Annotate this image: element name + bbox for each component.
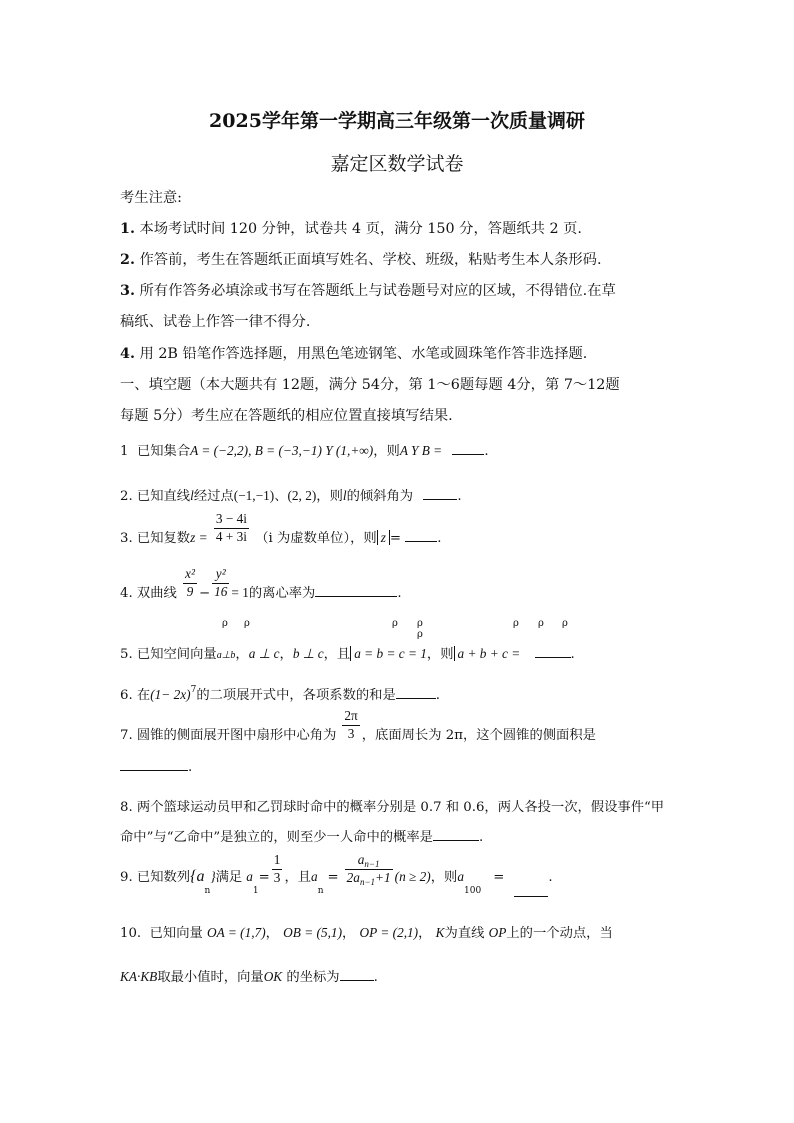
vector-arrow-icon: ρ xyxy=(538,618,544,629)
question-10: 10. 已知向量 OA = (1,7)， OB = (5,1)， OP = (2,1)， K为直线 OP上的一个动点，当 xyxy=(120,925,613,941)
question-10-line2: KA·KB取最小值时，向量OK 的坐标为 . xyxy=(120,969,378,985)
vector-arrow-icon: ρ xyxy=(222,618,228,629)
q1-union: A Y B = xyxy=(399,443,443,458)
notice-num: 1. xyxy=(120,221,135,237)
question-1: 1 已知集合A = (−2,2), B = (−3,−1) Y (1,+∞)，则A Y B = . xyxy=(120,443,489,459)
notice-item-2 xyxy=(120,249,602,269)
answer-blank xyxy=(535,645,571,658)
answer-blank xyxy=(452,442,484,455)
q3-fraction: $\frac{3 - 4i}{4 + 3i}$ xyxy=(215,511,247,544)
question-8: 8. 两个篮球运动员甲和乙罚球时命中的概率分别是 0.7 和 0.6，两人各投一次，假设事件“甲 xyxy=(120,800,665,815)
notice-text: 本场考试时间 120 分钟，试卷共 4 页，满分 150 分，答题纸共 2 页. xyxy=(139,221,582,237)
q5-sum: a + b + c = xyxy=(454,646,521,661)
notice-item-3-cont: 稿纸、试卷上作答一律不得分. xyxy=(120,314,311,330)
answer-blank xyxy=(514,884,548,897)
answer-blank xyxy=(396,686,436,699)
answer-blank xyxy=(315,584,397,597)
notice-item-4 xyxy=(120,343,587,363)
answer-blank xyxy=(120,758,188,771)
dot-product: KA·KB xyxy=(120,969,158,984)
section-heading-line2: 每题 5分）考生应在答题纸的相应位置直接填写结果. xyxy=(120,408,453,424)
vector-op: OP = (2,1) xyxy=(359,925,419,940)
question-4: 4. 双曲线 $\frac{\text{x²}}{9}$ − $\frac{\text{y²}}{16}$ = 1的离心率为 . xyxy=(120,566,402,601)
question-3: 3. 已知复数z = $\frac{3 - 4i}{4 + 3i}$ （i 为虚数单位），则 z = . xyxy=(120,511,442,546)
question-9: 9. 已知数列$\{a_n\}$满足 $a_1=$ $\frac{1}{3}$ ，且$a_n=$ $\frac{a_{n-1}}{2a_{n-1}+1}$ (n ≥ 2)，则$a_{100}=$ . xyxy=(120,852,553,896)
notice-text: 用 2B 铅笔作答选择题，用黑色笔迹钢笔、水笔或圆珠笔作答非选择题. xyxy=(139,346,588,362)
vector-arrow-icon: ρ xyxy=(392,618,398,629)
vector-arrow-icon: ρ xyxy=(244,618,250,629)
question-5: ρ ρ ρ ρ ρ ρ ρ ρ 5. 已知空间向量a⊥b，a ⊥ c，b ⊥ c，且 a = b = c = 1，则 a + b + c = . xyxy=(120,618,575,662)
answer-blank xyxy=(340,968,374,981)
q9-frac-recurrence: $\frac{a_{n-1}}{2a_{n-1}+1}$ xyxy=(346,852,391,887)
question-6: 6. 在$(1- 2x)^7$的二项展开式中，各项系数的和是 . xyxy=(120,685,440,703)
notice-text: 所有作答务必填涂或书写在答题纸上与试卷题号对应的区域，不得错位.在草 xyxy=(139,283,616,299)
q5-norms: a = b = c = 1 xyxy=(350,646,427,661)
vector-oa: OA = (1,7) xyxy=(207,925,266,940)
answer-blank xyxy=(423,487,457,500)
vector-ob: OB = (5,1) xyxy=(283,925,342,940)
q4-frac-x: $\frac{\text{x²}}{9}$ xyxy=(185,566,195,599)
answer-blank xyxy=(405,529,437,542)
question-7: 7. 圆锥的侧面展开图中扇形中心角为 $\frac{2\pi}{3}$ ，底面周长为 2π，这个圆锥的侧面积是 xyxy=(120,708,596,743)
section-heading-line1: 一、填空题（本大题共有 12题，满分 54分，第 1～6题每题 4分，第 7～12题 xyxy=(120,377,620,393)
q9-frac-a1: $\frac{1}{3}$ xyxy=(273,852,281,885)
vector-arrow-icon: ρ xyxy=(417,618,423,629)
q3-abs: z xyxy=(377,530,390,545)
q1-sets: A = (−2,2), B = (−3,−1) Y (1,+∞) xyxy=(190,443,374,458)
notice-heading: 考生注意: xyxy=(120,190,183,206)
vector-arrow-icon: ρ xyxy=(562,618,568,629)
title-text: 学年第一学期高三年级第一次质量调研 xyxy=(261,110,585,132)
q4-frac-y: $\frac{\text{y²}}{16}$ xyxy=(214,566,228,599)
q7-fraction: $\frac{2\pi}{3}$ xyxy=(344,708,358,741)
question-8-line2: 命中”与“乙命中”是独立的，则至少一人命中的概率是 . xyxy=(120,830,484,845)
vector-arrow-icon: ρ xyxy=(417,629,423,640)
page-title xyxy=(0,106,794,133)
title-year: 2025 xyxy=(209,110,262,132)
notice-item-3 xyxy=(120,280,616,300)
notice-num: 4. xyxy=(120,346,135,362)
page-subtitle: 嘉定区数学试卷 xyxy=(330,153,464,175)
vector-arrow-icon: ρ xyxy=(513,618,519,629)
question-2: 2. 已知直线l经过点(−1,−1)、(2, 2)，则l的倾斜角为 . xyxy=(120,488,462,504)
answer-blank xyxy=(433,828,479,841)
question-7-answer-line: . xyxy=(120,758,192,775)
notice-text: 作答前，考生在答题纸正面填写姓名、学校、班级，粘贴考生本人条形码. xyxy=(139,252,602,268)
notice-item-1 xyxy=(120,218,582,238)
notice-num: 2. xyxy=(120,252,135,268)
notice-num: 3. xyxy=(120,283,135,299)
